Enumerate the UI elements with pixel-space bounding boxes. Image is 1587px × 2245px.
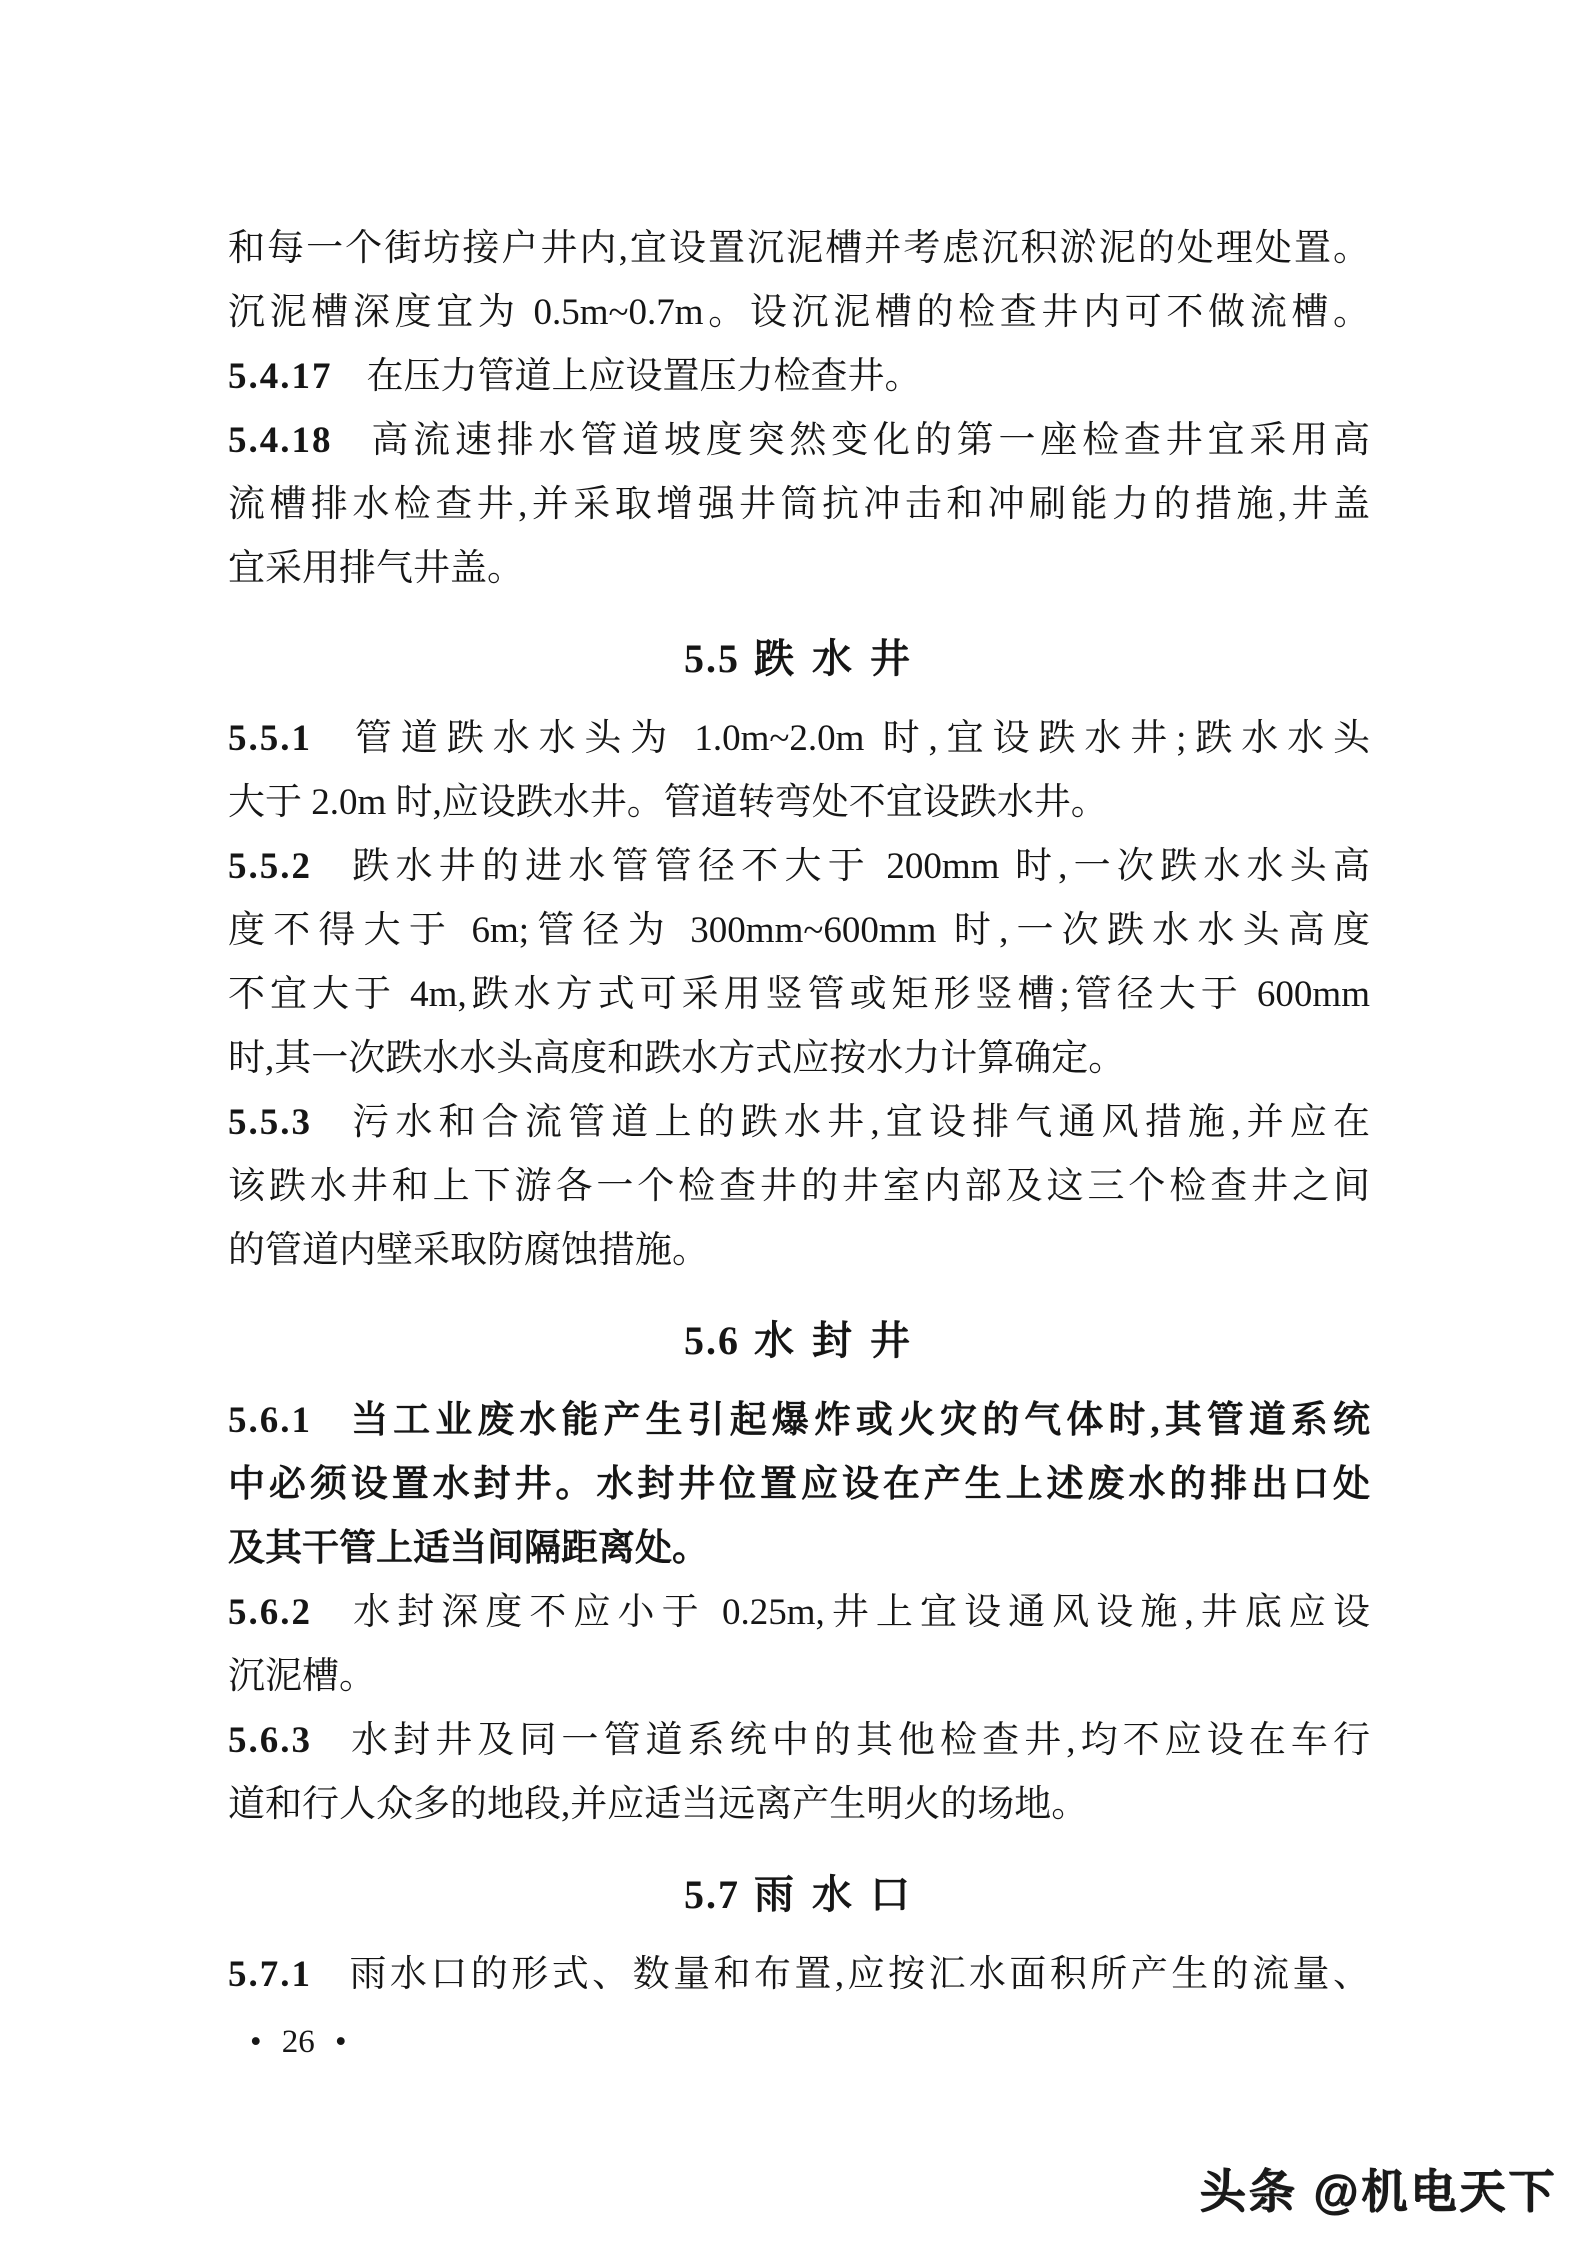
text-line: 沉泥槽。: [228, 1656, 376, 1697]
section-number: 5.6: [684, 1318, 740, 1363]
clause-number: 5.6.1: [228, 1400, 312, 1441]
text-line: 沉泥槽深度宜为 0.5m~0.7m。设沉泥槽的检查井内可不做流槽。: [228, 292, 1370, 333]
section-heading: [228, 627, 1370, 691]
text-line: 5.7.1 雨水口的形式、数量和布置,应按汇水面积所产生的流量、: [228, 1954, 1370, 1995]
text-line: 5.6.2 水封深度不应小于 0.25m,井上宜设通风设施,井底应设: [228, 1592, 1370, 1633]
clause-number: 5.6.2: [228, 1592, 312, 1633]
text-line: 不宜大于 4m,跌水方式可采用竖管或矩形竖槽;管径大于 600mm: [228, 974, 1370, 1015]
text-line: 5.4.18 高流速排水管道坡度突然变化的第一座检查井宜采用高: [228, 420, 1370, 461]
text-line: 和每一个街坊接户井内,宜设置沉泥槽并考虑沉积淤泥的处理处置。: [228, 228, 1370, 269]
content-lines: [228, 217, 1370, 2007]
text-line: 5.6.3 水封井及同一管道系统中的其他检查井,均不应设在车行: [228, 1720, 1370, 1761]
text-line: 5.4.17 在压力管道上应设置压力检查井。: [228, 356, 922, 397]
clause-number: 5.4.17: [228, 356, 333, 397]
clause-number: 5.5.3: [228, 1102, 312, 1143]
clause-number: 5.5.2: [228, 846, 312, 887]
text-line: 5.5.2 跌水井的进水管管径不大于 200mm 时,一次跌水水头高: [228, 846, 1370, 887]
text-line: 中必须设置水封井。水封井位置应设在产生上述废水的排出口处: [228, 1464, 1370, 1505]
section-number: 5.5: [684, 636, 740, 681]
text-line: 道和行人众多的地段,并应适当远离产生明火的场地。: [228, 1784, 1089, 1825]
text-line: 大于 2.0m 时,应设跌水井。管道转弯处不宜设跌水井。: [228, 782, 1108, 823]
text-line: 5.6.1 当工业废水能产生引起爆炸或火灾的气体时,其管道系统: [228, 1400, 1370, 1441]
clause-number: 5.6.3: [228, 1720, 312, 1761]
section-title: 雨 水 口: [754, 1872, 914, 1917]
clause-number: 5.4.18: [228, 420, 333, 461]
section-number: 5.7: [684, 1872, 740, 1917]
text-line: 流槽排水检查井,并采取增强井筒抗冲击和冲刷能力的措施,井盖: [228, 484, 1370, 525]
text-line: 时,其一次跌水水头高度和跌水方式应按水力计算确定。: [228, 1038, 1126, 1079]
page-number: • 26 •: [250, 2024, 347, 2060]
text-line: 的管道内壁采取防腐蚀措施。: [228, 1230, 709, 1271]
section-heading: [228, 1863, 1370, 1927]
text-line: 5.5.1 管道跌水水头为 1.0m~2.0m 时,宜设跌水井;跌水水头: [228, 718, 1370, 759]
text-line: 度不得大于 6m;管径为 300mm~600mm 时,一次跌水水头高度: [228, 910, 1370, 951]
watermark: 头条 @机电天下: [1199, 2165, 1557, 2217]
text-line: 5.5.3 污水和合流管道上的跌水井,宜设排气通风措施,并应在: [228, 1102, 1370, 1143]
section-title: 跌 水 井: [754, 636, 914, 681]
section-heading: [228, 1309, 1370, 1373]
text-line: 该跌水井和上下游各一个检查井的井室内部及这三个检查井之间: [228, 1166, 1370, 1207]
text-line: 宜采用排气井盖。: [228, 548, 524, 589]
clause-number: 5.7.1: [228, 1954, 312, 1995]
section-title: 水 封 井: [754, 1318, 914, 1363]
clause-number: 5.5.1: [228, 718, 312, 759]
text-line: 及其干管上适当间隔距离处。: [228, 1528, 709, 1569]
